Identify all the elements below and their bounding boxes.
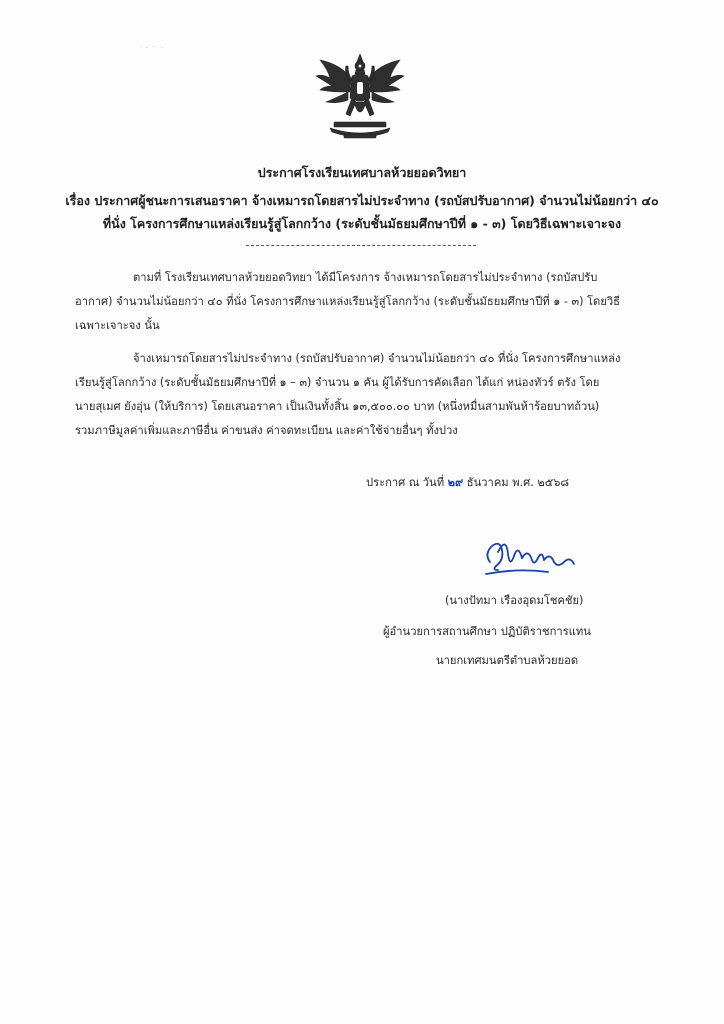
subject-line-1: เรื่อง ประกาศผู้ชนะการเสนอราคา จ้างเหมารถโดยสารไม่ประจำทาง (รถบัสปรับอากาศ) จำนวนไม่น้อยกว่า ๔๐ <box>65 193 659 208</box>
announcement-date <box>366 473 569 491</box>
paragraph-2-line-3: นายสุเมศ ยังอุ่น (ให้บริการ) โดยเสนอราคา เป็นเงินทั้งสิ้น ๑๓,๕๐๐.๐๐ บาท (หนึ่งหมื่นสามพันห้าร้อยบาทถ้วน) <box>75 400 600 413</box>
paragraph-1-line-1: ตามที่ โรงเรียนเทศบาลห้วยยอดวิทยา ได้มีโครงการ จ้างเหมารถโดยสารไม่ประจำทาง (รถบัสปรับ <box>133 271 598 284</box>
subject-line-2: ที่นั่ง โครงการศึกษาแหล่งเรียนรู้สู่โลกกว้าง (ระดับชั้นมัธยมศึกษาปีที่ ๑ - ๓) โดยวิธีเฉพาะเจาะจง <box>102 216 622 231</box>
signer-name: (นางปัทมา เรืองอุดมโชคชัย) <box>445 594 584 607</box>
garuda-emblem-icon <box>310 52 410 148</box>
paragraph-2-line-2: เรียนรู้สู่โลกกว้าง (ระดับชั้นมัธยมศึกษาปีที่ ๑ – ๓) จำนวน ๑ คัน ผู้ได้รับการคัดเลือก ได้แก่ หน่องทัวร์ ตรัง โดย <box>75 376 600 389</box>
paragraph-2-line-4: รวมภาษีมูลค่าเพิ่มและภาษีอื่น ค่าขนส่ง ค่าจดทะเบียน และค่าใช้จ่ายอื่นๆ ทั้งปวง <box>75 424 458 437</box>
date-day-handwritten: ๒๙ <box>447 476 464 489</box>
paragraph-1-line-3: เฉพาะเจาะจง นั้น <box>75 319 160 332</box>
paragraph-1-line-2: อากาศ) จำนวนไม่น้อยกว่า ๔๐ ที่นั่ง โครงการศึกษาแหล่งเรียนรู้สู่โลกกว้าง (ระดับชั้นมัธยมศึกษาปีที่ ๑ - ๓) โดยวิธี <box>75 295 620 308</box>
scan-artifact: · ‐ ·· ‐ <box>140 44 164 51</box>
paragraph-2-line-1: จ้างเหมารถโดยสารไม่ประจำทาง (รถบัสปรับอากาศ) จำนวนไม่น้อยกว่า ๔๐ ที่นั่ง โครงการศึกษาแหล่ง <box>133 352 621 365</box>
date-prefix: ประกาศ ณ วันที่ <box>366 476 445 489</box>
title-divider <box>246 245 476 246</box>
signer-acting-for: นายกเทศมนตรีตำบลห้วยยอด <box>436 654 579 667</box>
announcement-title: ประกาศโรงเรียนเทศบาลห้วยยอดวิทยา <box>257 165 467 180</box>
signer-position: ผู้อำนวยการสถานศึกษา ปฏิบัติราชการแทน <box>383 625 591 638</box>
handwritten-signature <box>478 532 578 584</box>
date-month-year: ธันวาคม พ.ศ. ๒๕๖๘ <box>466 476 569 489</box>
